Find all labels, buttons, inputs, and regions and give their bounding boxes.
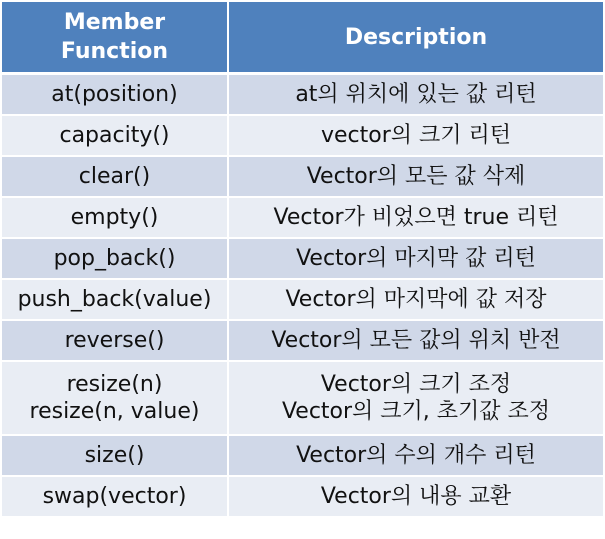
header-member-function-label: Member Function — [60, 10, 169, 64]
description-cell: Vector의 모든 값 삭제 — [228, 156, 603, 197]
description-line: Vector의 크기 조정 — [320, 372, 512, 397]
function-cell: swap(vector) — [2, 476, 228, 517]
table-row — [2, 435, 603, 476]
function-cell: empty() — [2, 197, 228, 238]
function-line: resize(n, value) — [29, 399, 200, 424]
table-row — [2, 197, 603, 238]
function-line: resize(n) — [66, 372, 163, 397]
description-cell: Vector가 비었으면 true 리턴 — [228, 197, 603, 238]
description-cell: Vector의 내용 교환 — [228, 476, 603, 517]
table-header-row — [2, 2, 603, 74]
function-cell: clear() — [2, 156, 228, 197]
description-cell: vector의 크기 리턴 — [228, 115, 603, 156]
function-cell: reverse() — [2, 320, 228, 361]
description-cell: Vector의 모든 값의 위치 반전 — [228, 320, 603, 361]
header-description: Description — [228, 2, 603, 74]
header-member-function — [2, 2, 228, 74]
table-row — [2, 476, 603, 517]
table-row — [2, 320, 603, 361]
function-cell: pop_back() — [2, 238, 228, 279]
description-cell: at의 위치에 있는 값 리턴 — [228, 74, 603, 116]
description-line: Vector의 크기, 초기값 조정 — [281, 399, 551, 424]
description-cell: Vector의 마지막에 값 저장 — [228, 279, 603, 320]
function-cell: size() — [2, 435, 228, 476]
description-cell — [228, 361, 603, 435]
description-cell: Vector의 수의 개수 리턴 — [228, 435, 603, 476]
table-row — [2, 156, 603, 197]
member-function-table — [2, 2, 603, 518]
function-cell: at(position) — [2, 74, 228, 116]
table-row — [2, 115, 603, 156]
function-cell: push_back(value) — [2, 279, 228, 320]
table-row — [2, 238, 603, 279]
table-row — [2, 361, 603, 435]
description-cell: Vector의 마지막 값 리턴 — [228, 238, 603, 279]
function-cell — [2, 361, 228, 435]
table-row — [2, 279, 603, 320]
function-cell: capacity() — [2, 115, 228, 156]
table-row — [2, 74, 603, 116]
